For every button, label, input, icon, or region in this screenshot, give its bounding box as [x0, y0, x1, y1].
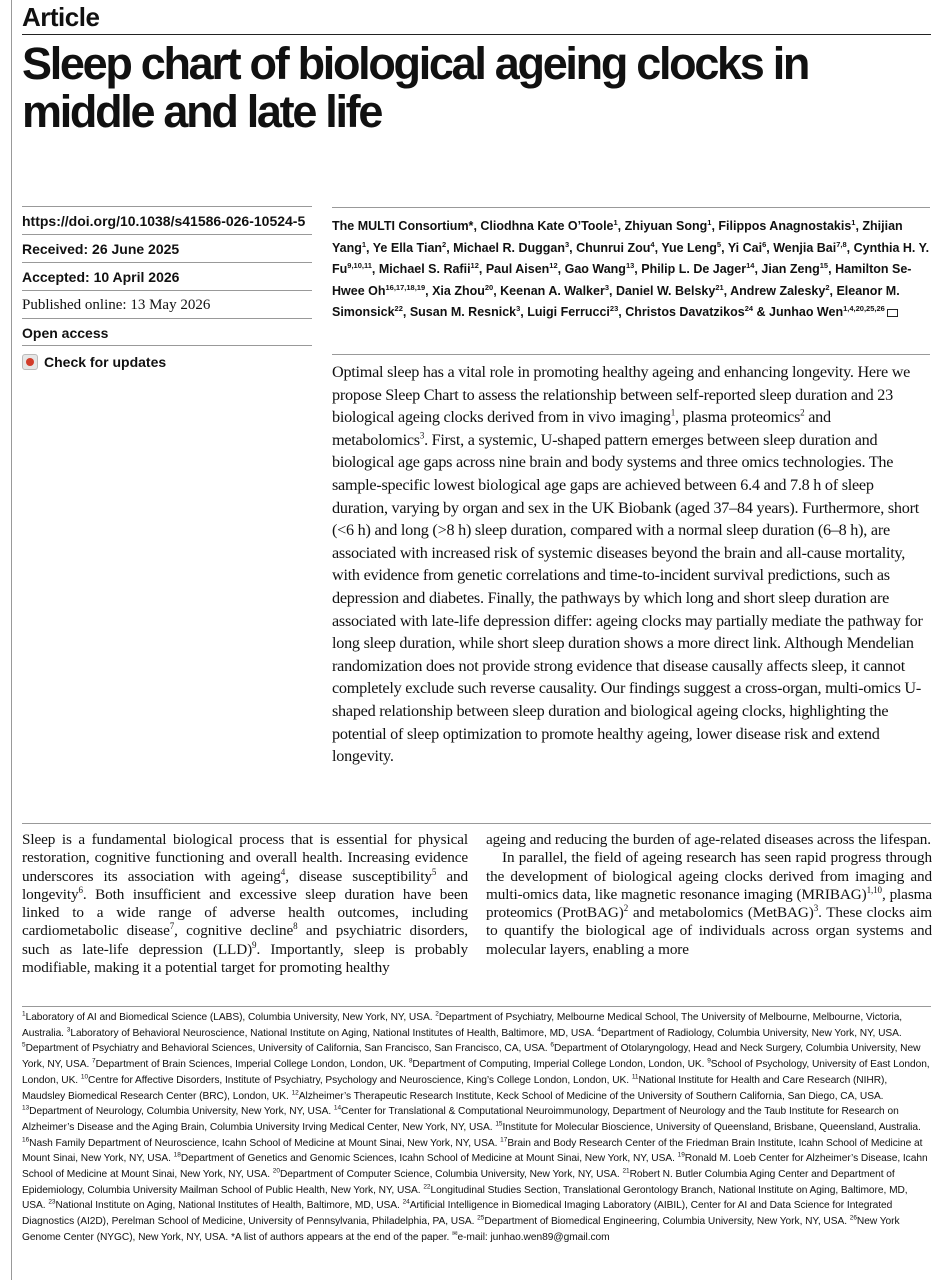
- author-name-text: Paul Aisen: [485, 262, 550, 277]
- author-name-text: Philip L. De Jager: [641, 262, 747, 277]
- author-separator: ,: [721, 240, 728, 255]
- author-list: [332, 207, 930, 322]
- author-affiliation-ref: 3: [565, 239, 570, 249]
- citation-ref[interactable]: 5: [431, 866, 437, 877]
- text-run: . First, a systemic, U-shaped pattern emerges between sleep duration and biological age gaps across nine brain and body systems and three omics technologies. The sample-specific lowest biological age gaps are achieved between 6.4 and 7.8 h of sleep duration, varying by organ and sex in the UK Biobank (aged 37–84 years). Furthermore, short (<6 h) and long (>8 h) sleep duration, compared with a normal sleep duration (6–8 h), are associated with increased risk of systemic diseases beyond the brain and all-cause mortality, with evidence from genetic correlations and time-to-incident survival predictions, such as depression and diabetes. Finally, the pathways by which long and short sleep duration are associated with late-life depression differ: ageing clocks may partially mediate the pathway for long sleep duration, while short sleep duration shows a more direct link. Although Mendelian randomization does not provide strong evidence that disease causally affects sleep, it cannot completely exclude such reverse causality. Our findings suggest a cross-organ, multi-omics U-shaped relationship between sleep duration and biological ageing clocks, highlighting the potential of sleep optimization to promote healthy ageing, lower disease risk and extend longevity.: [332, 430, 923, 766]
- citation-ref[interactable]: 2: [623, 903, 629, 914]
- affiliation-number: 22: [423, 1183, 431, 1191]
- citation-ref[interactable]: 9: [252, 939, 257, 950]
- author-name[interactable]: [373, 241, 446, 255]
- affiliation-text: Department of Psychiatry, Melbourne Medical School, The University of Melbourne, Melbourne, Victoria, Australia.: [22, 1012, 903, 1039]
- author-name-text: Keenan A. Walker: [500, 283, 605, 298]
- affiliation-number: 4: [597, 1026, 601, 1034]
- text-run: and metabolomics (MetBAG): [628, 904, 814, 922]
- citation-ref[interactable]: 1,10: [866, 884, 882, 895]
- author-affiliation-ref: 1: [707, 218, 712, 227]
- author-name-text: Andrew Zalesky: [730, 283, 826, 298]
- author-separator: ,: [828, 262, 836, 277]
- author-name-text: Daniel W. Belsky: [615, 283, 716, 298]
- author-separator: ,: [446, 240, 454, 255]
- text-run: Sleep is a fundamental biological process that is essential for physical restoration, cognitive functioning and overall health. Increasing evidence underscores its association with ageing: [22, 831, 468, 885]
- affiliation-number: 8: [408, 1057, 413, 1065]
- author-name[interactable]: [773, 241, 846, 255]
- author-separator: ,: [569, 240, 577, 255]
- text-run: , plasma proteomics: [675, 408, 801, 427]
- author-separator: ,: [618, 305, 626, 320]
- text-run: . Both insufficient and excessive sleep duration have been linked to a wide range of adverse health outcomes, including cardiometabolic disease: [22, 885, 468, 940]
- author-affiliation-ref: 14: [746, 261, 755, 271]
- author-separator: ,: [846, 240, 854, 255]
- author-name[interactable]: [432, 284, 493, 298]
- author-name-text: Luigi Ferrucci: [527, 305, 610, 320]
- footnote-divider: [22, 1006, 931, 1007]
- author-name-text: Yue Leng: [661, 240, 717, 255]
- author-separator: ,: [473, 219, 481, 234]
- author-separator: ,: [723, 283, 731, 298]
- text-run: , cognitive decline: [174, 922, 294, 940]
- author-separator: ,: [371, 262, 379, 277]
- author-name[interactable]: [410, 305, 520, 319]
- author-separator: ,: [754, 262, 762, 277]
- author-name-text: Xia Zhou: [432, 283, 485, 298]
- author-name-text: Yi Cai: [727, 240, 763, 255]
- email-icon[interactable]: [887, 309, 898, 317]
- author-affiliation-ref: 15: [819, 261, 829, 271]
- article-title: Sleep chart of biological ageing clocks in middle and late life: [22, 38, 809, 137]
- left-margin-rule: [11, 0, 12, 1280]
- affiliation-number: 16: [22, 1136, 30, 1144]
- author-name[interactable]: [527, 305, 618, 319]
- affiliation-number: 18: [173, 1151, 181, 1159]
- author-separator: ,: [520, 305, 528, 320]
- author-name[interactable]: [480, 219, 617, 233]
- author-name-text: Zhijian Yang: [332, 219, 903, 255]
- affiliation-number: 10: [80, 1073, 89, 1081]
- affiliation-text: Longitudinal Studies Section, Translational Gerontology Branch, National Institute on Aging, Baltimore, MD, USA.: [22, 1184, 908, 1212]
- affiliation-number: 5: [22, 1042, 26, 1050]
- author-name[interactable]: [730, 284, 829, 298]
- citation-ref[interactable]: 8: [293, 921, 298, 932]
- affiliation-text: Department of Psychiatry and Behavioral Sciences, University of California, San Francisco, San Francisco, CA, USA.: [25, 1043, 551, 1055]
- affiliation-text: Laboratory of Behavioral Neuroscience, National Institute on Aging, National Institutes of Health, Baltimore, MD, USA.: [70, 1027, 598, 1039]
- author-separator: ,: [493, 283, 501, 298]
- article-metadata: [22, 206, 312, 370]
- citation-ref[interactable]: 3: [419, 430, 425, 441]
- affiliation-number: 21: [622, 1167, 630, 1175]
- affiliation-text: New York Genome Center (NYGC), New York, NY, USA. *A list of authors appears at the end of the paper.: [22, 1216, 900, 1243]
- author-name-text: Jian Zeng: [761, 262, 820, 277]
- author-name-text: Michael S. Rafii: [378, 262, 471, 277]
- text-run: . Importantly, sleep is probably modifiable, making it a potential target for promoting healthy: [22, 940, 468, 977]
- affiliation-number: 15: [495, 1120, 503, 1128]
- author-name[interactable]: [728, 241, 766, 255]
- main-text-column-2: [486, 831, 932, 959]
- accepted-date: Accepted: 10 April 2026: [22, 262, 312, 290]
- affiliation-number: 6: [550, 1042, 554, 1050]
- doi-link[interactable]: https://doi.org/10.1038/s41586-026-10524-5: [22, 206, 312, 234]
- affiliation-number: 7: [92, 1057, 96, 1065]
- author-separator: ,: [654, 240, 662, 255]
- text-run: and metabolomics: [332, 408, 831, 449]
- header-divider: [22, 34, 931, 35]
- published-date: Published online: 13 May 2026: [22, 290, 312, 318]
- affiliation-number: 26: [849, 1214, 857, 1222]
- author-affiliation-ref: 6: [762, 239, 767, 249]
- author-affiliation-ref: 2: [825, 282, 830, 292]
- author-affiliation-ref: 2: [442, 239, 447, 249]
- author-name-text: Cliodhna Kate O’Toole: [480, 219, 614, 234]
- text-run: In parallel, the field of ageing research has seen rapid progress through the development of biological ageing clocks derived from imaging and multi-omics data, like magnetic resonance imaging (MRIBAG): [486, 849, 932, 903]
- body-paragraph: [22, 831, 468, 977]
- author-affiliation-ref: 21: [715, 282, 724, 292]
- author-separator: ,: [711, 219, 719, 234]
- author-affiliation-ref: 4: [650, 239, 655, 249]
- author-affiliation-ref: 24: [744, 304, 754, 314]
- author-name[interactable]: [332, 219, 473, 233]
- author-name-text: Eleanor M. Simonsick: [332, 283, 900, 320]
- affiliation-text: Department of Brain Sciences, Imperial College London, London, UK.: [95, 1059, 409, 1071]
- affiliation-text: National Institute for Health and Care Research (NIHR), Maudsley Biomedical Research Center (BRC), London, UK.: [22, 1074, 888, 1102]
- author-name-text: The MULTI Consortium*: [332, 219, 474, 234]
- affiliation-text: National Institute on Aging, National Institutes of Health, Baltimore, MD, USA.: [55, 1200, 403, 1212]
- open-access-label[interactable]: Open access: [22, 318, 312, 346]
- affiliation-number: 23: [48, 1199, 56, 1207]
- text-run: , disease susceptibility: [285, 867, 432, 885]
- affiliation-text: Department of Biomedical Engineering, Columbia University, New York, NY, USA.: [484, 1216, 850, 1228]
- author-affiliation-ref: 12: [470, 261, 479, 271]
- author-affiliation-ref: 23: [609, 304, 619, 314]
- affiliations-footnote: [22, 1010, 930, 1246]
- check-for-updates-label: Check for updates: [44, 354, 167, 370]
- author-affiliation-ref: 9,10,11: [347, 261, 372, 271]
- author-name-text: Wenjia Bai: [773, 240, 837, 255]
- abstract-divider: [22, 823, 931, 824]
- affiliation-text: Department of Computer Science, Columbia University, New York, NY, USA.: [279, 1169, 623, 1181]
- author-separator: ,: [478, 262, 486, 277]
- text-run: Optimal sleep has a vital role in promoting healthy ageing and enhancing longevity. Here we propose Sleep Chart to assess the relationship between self-reported sleep duration and 23 biological ageing clocks derived from in vivo imaging: [332, 363, 911, 427]
- body-paragraph: [486, 831, 932, 849]
- author-name[interactable]: [718, 219, 855, 233]
- author-separator: ,: [609, 283, 616, 298]
- author-name[interactable]: [625, 219, 712, 233]
- author-name-text: Chunrui Zou: [576, 240, 651, 255]
- author-affiliation-ref: 16,17,18,19: [385, 282, 426, 292]
- affiliation-text: Robert N. Butler Columbia Aging Center and Department of Epidemiology, Columbia University Mailman School of Public Health, New York, NY, USA.: [22, 1169, 895, 1196]
- affiliation-text: Department of Genetics and Genomic Sciences, Icahn School of Medicine at Mount Sinai, New York, NY, USA.: [180, 1153, 678, 1165]
- affiliation-text: Department of Radiology, Columbia University, New York, NY, USA.: [600, 1027, 902, 1039]
- text-run: ageing and reducing the burden of age-related diseases across the lifespan.: [486, 831, 931, 848]
- abstract: [332, 354, 930, 768]
- affiliation-text: School of Psychology, University of East London, London, UK.: [22, 1059, 930, 1086]
- author-name[interactable]: [500, 284, 609, 298]
- affiliation-text: Department of Neurology, Columbia University, New York, NY, USA.: [29, 1106, 334, 1118]
- affiliation-number: 9: [707, 1057, 711, 1065]
- affiliation-text: Center for Translational & Computational Neuroimmunology, Department of Neurology and the Taub Institute for Research on Alzheimer’s Disease and the Aging Brain, Columbia University Irving Medical Center, New York, NY, USA.: [22, 1106, 899, 1133]
- author-name-text: Gao Wang: [564, 262, 626, 277]
- affiliation-number: 11: [631, 1073, 639, 1081]
- author-affiliation-ref: 1: [851, 218, 856, 227]
- affiliation-text: Artificial Intelligence in Biomedical Imaging Laboratory (AIBIL), Center for AI and Data Science for Integrated Diagnostics (AI2D), Perelman School of Medicine, University of Pennsylvania, Philadelphia, PA, USA.: [22, 1200, 893, 1228]
- author-affiliation-ref: 13: [625, 261, 635, 271]
- citation-ref[interactable]: 4: [280, 866, 286, 877]
- author-separator: ,: [766, 240, 774, 255]
- author-affiliation-ref: 1,4,20,25,26: [843, 304, 885, 314]
- affiliation-text: e-mail: junhao.wen89@gmail.com: [457, 1231, 610, 1243]
- author-name[interactable]: [453, 241, 569, 255]
- author-affiliation-ref: 3: [604, 282, 609, 292]
- text-run: and psychiatric disorders, such as late-life depression (LLD): [22, 922, 469, 958]
- author-affiliation-ref: 1: [613, 218, 618, 227]
- author-name-text: Susan M. Resnick: [409, 305, 517, 320]
- affiliation-number: 13: [22, 1104, 30, 1112]
- author-separator: ,: [557, 262, 565, 277]
- author-separator: &: [753, 305, 770, 320]
- author-name[interactable]: [661, 241, 721, 255]
- author-name[interactable]: [576, 241, 654, 255]
- author-name-text: Ye Ella Tian: [372, 240, 443, 255]
- author-name[interactable]: [616, 284, 724, 298]
- author-name-text: Filippos Anagnostakis: [718, 219, 852, 234]
- author-name-text: Junhao Wen: [769, 305, 844, 320]
- main-text-column-1: [22, 831, 468, 977]
- author-separator: ,: [634, 262, 642, 277]
- author-name[interactable]: [641, 262, 754, 276]
- author-separator: ,: [829, 283, 837, 298]
- affiliation-number: 14: [333, 1104, 342, 1112]
- author-affiliation-ref: 3: [516, 304, 521, 314]
- check-for-updates-icon: [22, 354, 38, 370]
- author-separator: ,: [402, 305, 410, 320]
- author-name-text: Hamilton Se-Hwee Oh: [332, 262, 912, 298]
- affiliation-number: ✉: [452, 1230, 458, 1238]
- affiliation-text: Laboratory of AI and Biomedical Science (LABS), Columbia University, New York, NY, USA.: [25, 1012, 436, 1023]
- affiliation-text: Institute for Molecular Bioscience, University of Queensland, Brisbane, Queensland, Australia.: [502, 1121, 921, 1133]
- affiliation-text: Department of Computing, Imperial College London, London, UK.: [412, 1059, 708, 1071]
- author-name-text: Michael R. Duggan: [453, 240, 565, 255]
- author-name-text: Christos Davatzikos: [625, 305, 745, 320]
- author-name-text: Cynthia H. Y. Fu: [332, 240, 930, 277]
- author-separator: ,: [617, 219, 625, 234]
- affiliation-number: 24: [402, 1199, 410, 1207]
- author-affiliation-ref: 12: [549, 261, 558, 271]
- author-affiliation-ref: 5: [716, 239, 722, 249]
- text-run: , plasma proteomics (ProtBAG): [486, 885, 932, 922]
- citation-ref[interactable]: 7: [169, 921, 175, 932]
- received-date: Received: 26 June 2025: [22, 234, 312, 262]
- affiliation-text: Centre for Affective Disorders, Institute of Psychiatry, Psychology and Neuroscience, King’s College London, London, UK.: [88, 1074, 632, 1086]
- body-paragraph: [486, 849, 932, 959]
- affiliation-number: 12: [291, 1089, 299, 1097]
- affiliation-text: Alzheimer’s Therapeutic Research Institute, Keck School of Medicine of the University of Southern California, San Diego, CA, USA.: [298, 1090, 884, 1102]
- affiliation-number: 19: [677, 1151, 685, 1159]
- author-affiliation-ref: 22: [394, 304, 403, 314]
- affiliation-text: Ronald M. Loeb Center for Alzheimer’s Disease, Icahn School of Medicine at Mount Sinai, New York, NY, USA.: [22, 1153, 928, 1181]
- affiliation-number: 25: [477, 1214, 485, 1222]
- affiliation-number: 17: [500, 1136, 508, 1144]
- author-affiliation-ref: 20: [484, 282, 494, 292]
- author-name-text: Zhiyuan Song: [624, 219, 708, 234]
- affiliation-number: 1: [22, 1010, 26, 1018]
- affiliation-number: 2: [435, 1010, 439, 1018]
- citation-ref[interactable]: 6: [78, 884, 83, 895]
- citation-ref[interactable]: 2: [800, 407, 805, 418]
- author-separator: ,: [855, 219, 863, 234]
- citation-ref[interactable]: 1: [670, 407, 675, 418]
- check-for-updates-link[interactable]: [22, 346, 312, 370]
- affiliation-text: Nash Family Department of Neuroscience, Icahn School of Medicine at Mount Sinai, New York, NY, USA.: [29, 1137, 501, 1149]
- author-name[interactable]: [625, 305, 753, 319]
- citation-ref[interactable]: 3: [813, 903, 819, 914]
- author-separator: ,: [366, 240, 373, 255]
- affiliation-number: 20: [272, 1167, 280, 1175]
- author-name[interactable]: [565, 262, 635, 276]
- author-affiliation-ref: 7,8: [836, 239, 847, 249]
- text-run: and longevity: [22, 867, 469, 903]
- author-name[interactable]: [761, 262, 828, 276]
- author-separator: ,: [425, 283, 433, 298]
- affiliation-text: Department of Otolaryngology, Head and Neck Surgery, Columbia University, New York, NY, USA.: [22, 1043, 921, 1071]
- article-type-label: Article: [22, 2, 100, 32]
- author-affiliation-ref: 1: [361, 239, 367, 249]
- affiliation-text: Brain and Body Research Center of the Friedman Brain Institute, Icahn School of Medicine at Mount Sinai, New York, NY, USA.: [22, 1137, 923, 1165]
- author-name[interactable]: [486, 262, 558, 276]
- affiliation-number: 3: [66, 1026, 71, 1034]
- text-run: . These clocks aim to quantify the biological age of individuals across organ systems and molecular layers, enabling a more: [486, 904, 932, 958]
- author-name[interactable]: [769, 305, 885, 319]
- author-name[interactable]: [379, 262, 479, 276]
